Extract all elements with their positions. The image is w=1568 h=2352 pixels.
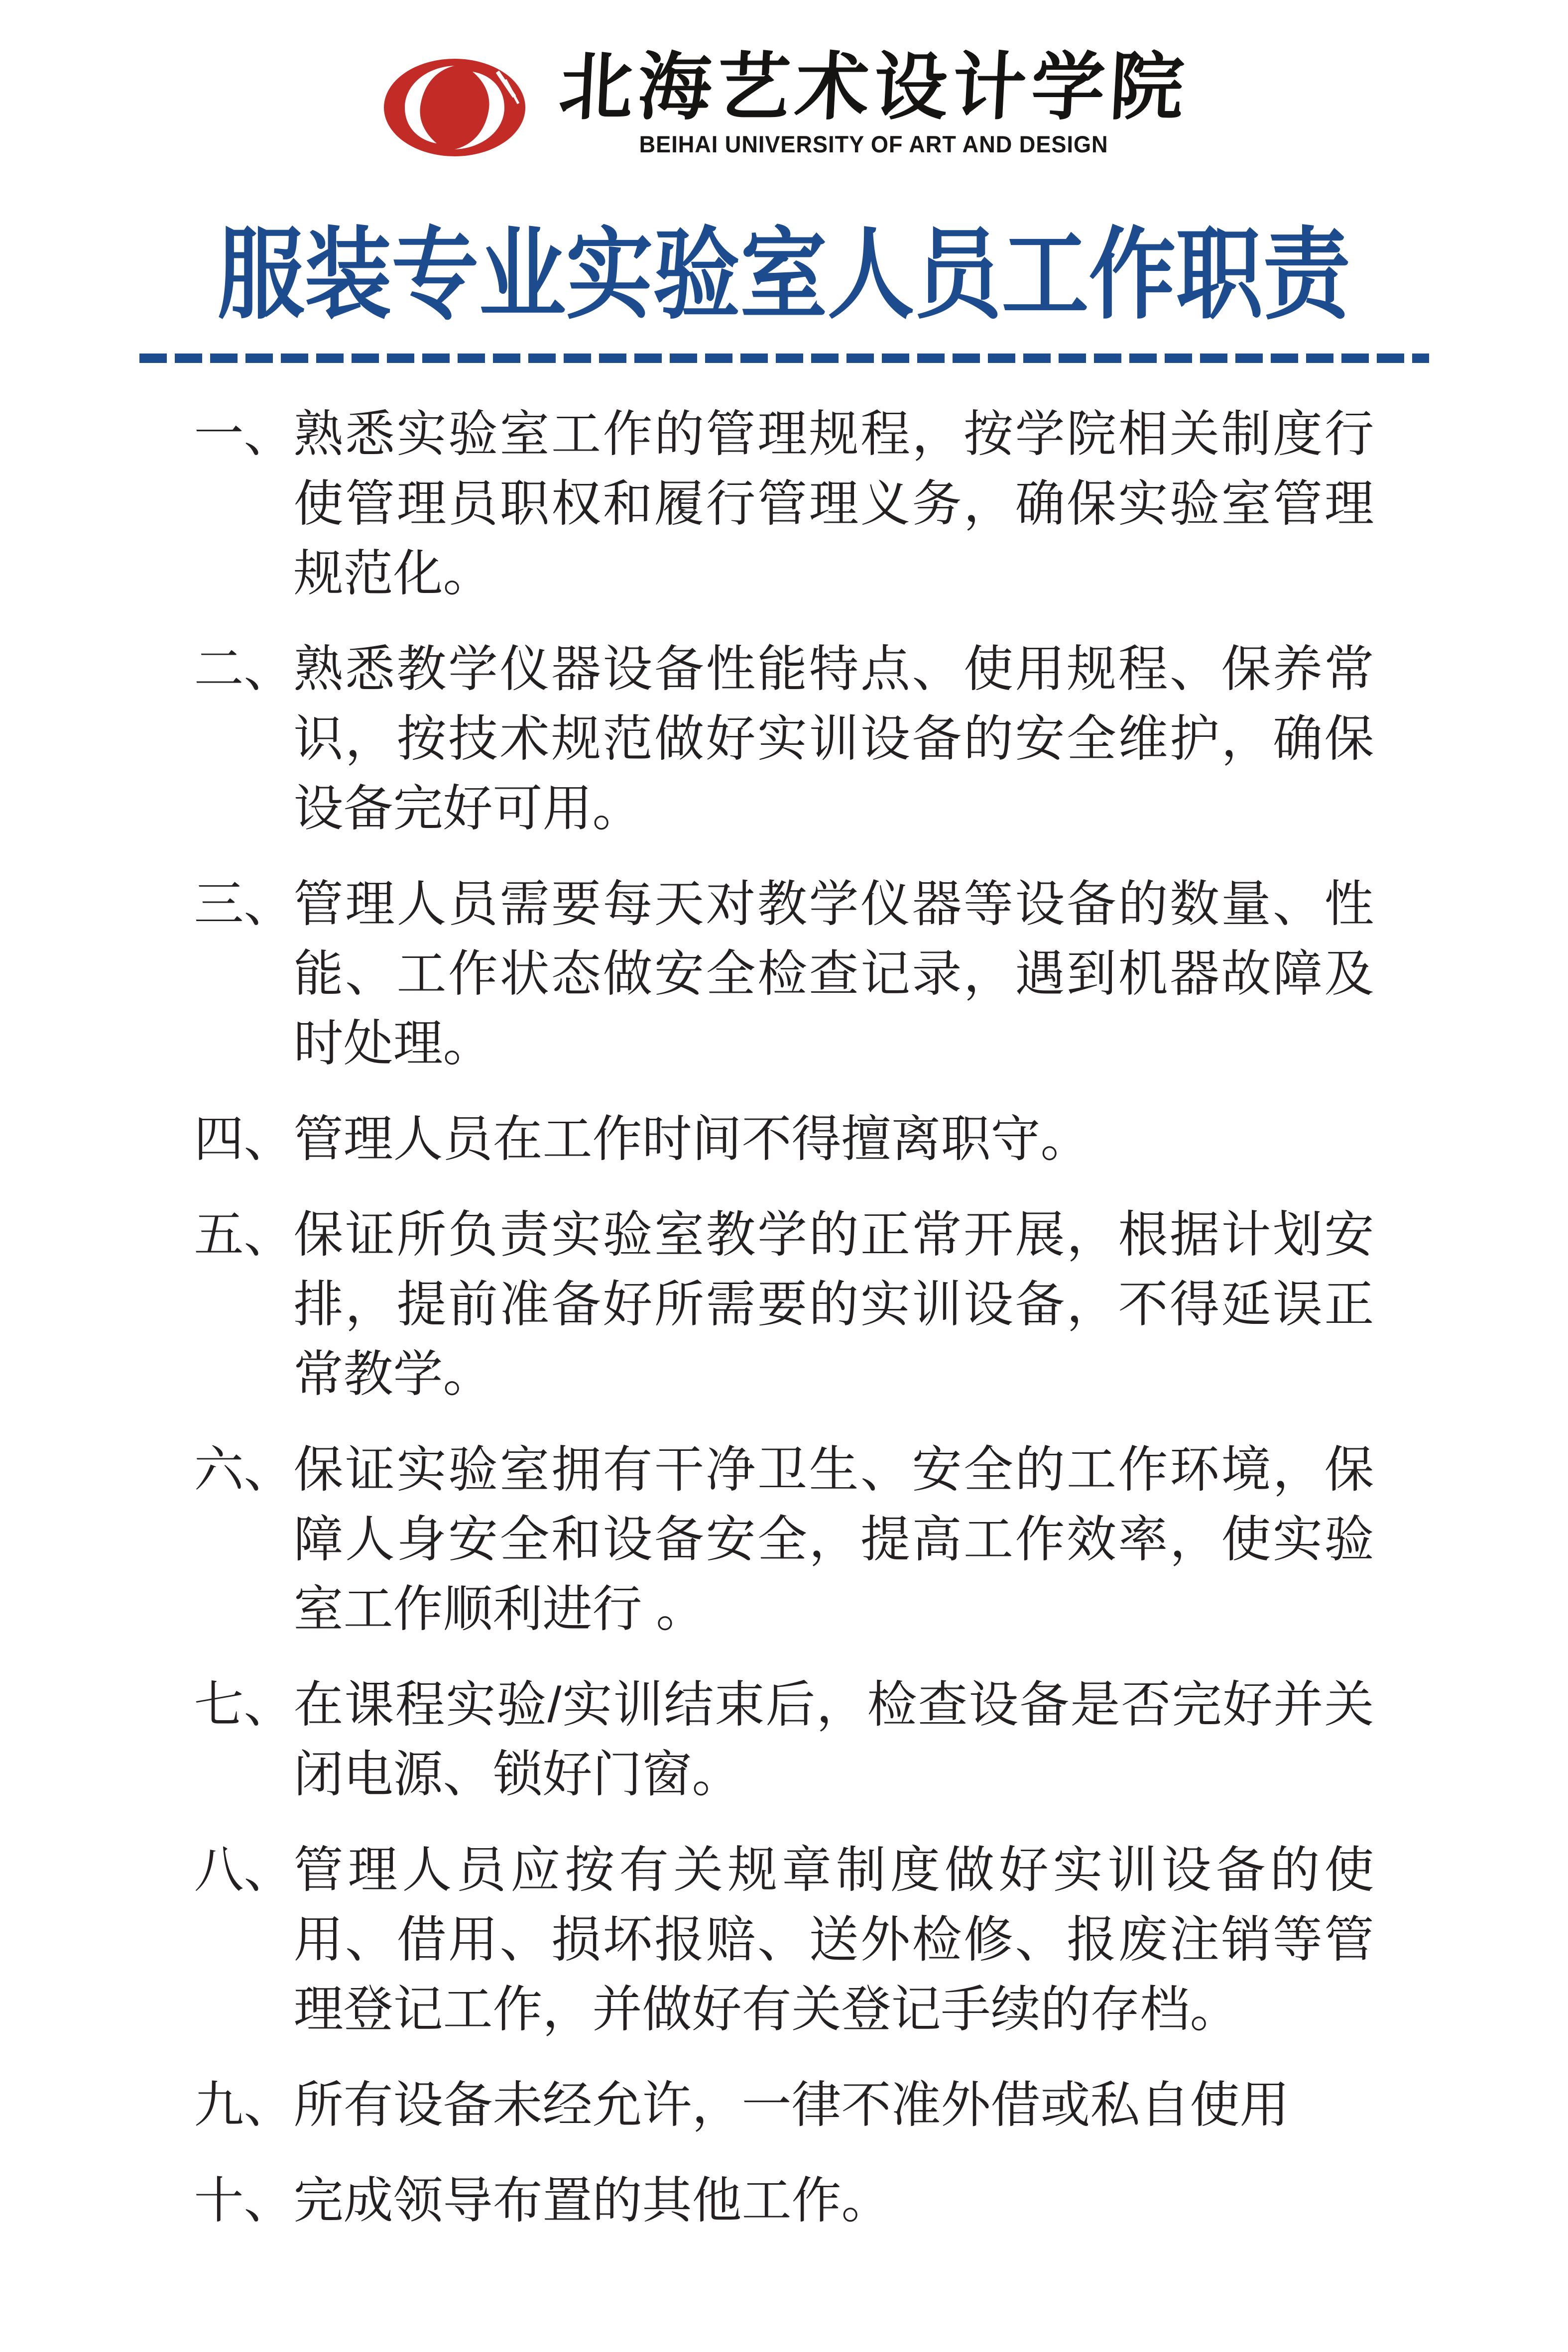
duty-item (194, 869, 1374, 1078)
duty-number: 五、 (194, 1207, 294, 1263)
duty-text: 熟悉实验室工作的管理规程，按学院相关制度行使管理员职权和履行管理义务，确保实验室管理规范化。 (293, 406, 1374, 601)
duties-list (194, 399, 1374, 2235)
duty-text: 熟悉教学仪器设备性能特点、使用规程、保养常识，按技术规范做好实训设备的安全维护，确保设备完好可用。 (293, 641, 1374, 836)
logo-swirl-icon (380, 51, 529, 167)
duty-number: 四、 (194, 1111, 294, 1167)
logo-text-block (559, 47, 1189, 158)
duty-item (194, 634, 1374, 843)
university-logo (0, 0, 1568, 169)
duty-item (194, 1200, 1374, 1409)
duty-item (194, 1435, 1374, 1644)
duty-text: 管理人员应按有关规章制度做好实训设备的使用、借用、损坏报赔、送外检修、报废注销等管理登记工作，并做好有关登记手续的存档。 (293, 1842, 1374, 2037)
duty-number: 九、 (194, 2077, 294, 2133)
page-title-wrap (0, 220, 1568, 331)
duty-item (194, 2166, 1374, 2235)
duty-text: 完成领导布置的其他工作。 (293, 2173, 891, 2229)
logo-english-text: BEIHAI UNIVERSITY OF ART AND DESIGN (639, 130, 1108, 157)
dashed-divider (139, 353, 1429, 363)
duty-item (194, 399, 1374, 608)
duty-text: 管理人员需要每天对教学仪器等设备的数量、性能、工作状态做安全检查记录，遇到机器故障及时处理。 (293, 876, 1374, 1071)
duty-number: 十、 (194, 2173, 294, 2229)
logo-calligraphy-text: 北海艺术设计学院 (557, 46, 1191, 128)
duty-item (194, 1104, 1374, 1174)
duty-number: 一、 (194, 406, 294, 462)
duty-item (194, 1835, 1374, 2044)
duty-item (194, 1670, 1374, 1809)
duty-number: 七、 (194, 1677, 294, 1733)
duty-number: 八、 (194, 1842, 294, 1898)
duty-item (194, 2070, 1374, 2140)
duty-number: 六、 (194, 1442, 294, 1498)
duty-text: 所有设备未经允许，一律不准外借或私自使用 (293, 2077, 1290, 2133)
page-title: 服装专业实验室人员工作职责 (217, 220, 1350, 331)
duty-text: 管理人员在工作时间不得擅离职守。 (293, 1111, 1090, 1167)
duty-text: 在课程实验/实训结束后，检查设备是否完好并关闭电源、锁好门窗。 (293, 1677, 1374, 1802)
duty-text: 保证实验室拥有干净卫生、安全的工作环境，保障人身安全和设备安全，提高工作效率，使实验室工作顺利进行 。 (293, 1442, 1374, 1637)
duty-number: 二、 (194, 641, 294, 697)
duty-number: 三、 (194, 876, 294, 932)
duty-text: 保证所负责实验室教学的正常开展，根据计划安排，提前准备好所需要的实训设备，不得延误正常教学。 (293, 1207, 1374, 1402)
